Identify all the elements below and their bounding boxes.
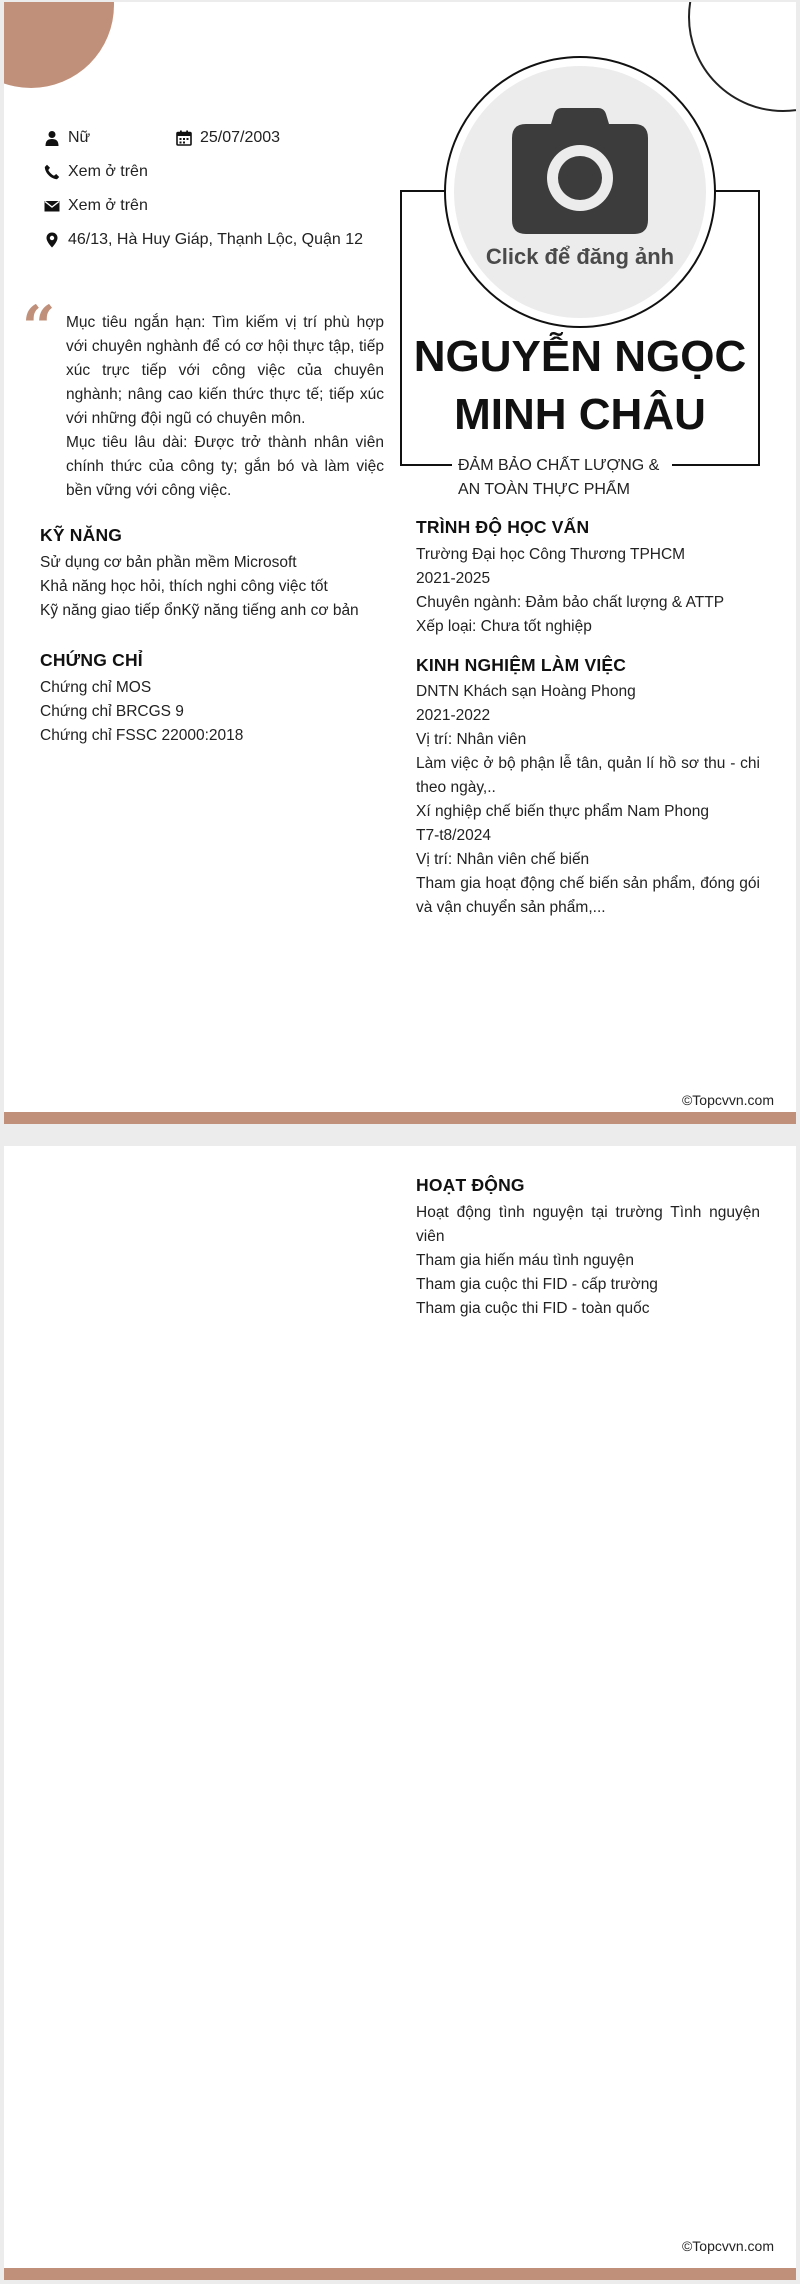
list-item: Hoạt động tình nguyện tại trường Tình nguyện viên	[416, 1204, 760, 1245]
career-objective	[66, 311, 384, 503]
phone-info	[44, 163, 148, 181]
list-item: Trường Đại học Công Thương TPHCM	[416, 546, 686, 563]
calendar-icon	[176, 130, 192, 146]
footer-bar	[4, 2268, 796, 2280]
skills-title: KỸ NĂNG	[40, 525, 123, 545]
candidate-name	[400, 328, 760, 444]
footer-watermark: ©Topcvvn.com	[681, 1092, 774, 1108]
certificates-list	[40, 676, 243, 748]
activities-list	[416, 1201, 760, 1321]
avatar-upload[interactable]	[444, 56, 716, 328]
birthday-value: 25/07/2003	[200, 129, 281, 146]
list-item: Chứng chỉ MOS	[40, 679, 152, 696]
gender-value: Nữ	[68, 129, 91, 146]
email-value: Xem ở trên	[68, 197, 148, 214]
footer-bar	[4, 1112, 796, 1124]
gender-info	[44, 129, 90, 147]
envelope-icon	[44, 198, 60, 214]
decorative-circle-outline	[688, 2, 796, 112]
phone-icon	[44, 164, 60, 180]
name-line-1: NGUYỄN NGỌC	[413, 332, 747, 381]
list-item: T7-t8/2024	[416, 827, 491, 844]
education-title: TRÌNH ĐỘ HỌC VẤN	[416, 517, 590, 537]
job-position: ĐẢM BẢO CHẤT LƯỢNG & AN TOÀN THỰC PHẨM	[452, 454, 672, 502]
name-line-2: MINH CHÂU	[454, 390, 706, 439]
birthday-info	[176, 129, 280, 147]
list-item: Vị trí: Nhân viên chế biến	[416, 851, 590, 868]
certificates-title: CHỨNG CHỈ	[40, 650, 143, 670]
list-item: Vị trí: Nhân viên	[416, 731, 527, 748]
objective-short-term: Mục tiêu ngắn hạn: Tìm kiếm vị trí phù hợp với chuyên nghành để có cơ hội thực tập, tiếp xúc trực tiếp với công việc của chuyên nghành; nâng cao kiến thức thực tế; tiếp xúc với những đội ngũ có chuyên môn.	[66, 314, 384, 427]
list-item: 2021-2025	[416, 570, 491, 587]
camera-icon	[512, 108, 648, 234]
skills-list	[40, 551, 359, 623]
list-item: DNTN Khách sạn Hoàng Phong	[416, 683, 636, 700]
list-item: Chứng chỉ FSSC 22000:2018	[40, 727, 244, 744]
list-item: Tham gia cuộc thi FID - cấp trường	[416, 1276, 658, 1293]
list-item: Xếp loại: Chưa tốt nghiệp	[416, 618, 592, 635]
list-item: Khả năng học hỏi, thích nghi công việc tốt	[40, 578, 328, 595]
activities-title: HOẠT ĐỘNG	[416, 1175, 525, 1195]
education-list	[416, 543, 760, 639]
list-item: Chuyên ngành: Đảm bảo chất lượng & ATTP	[416, 594, 725, 611]
list-item: Xí nghiệp chế biến thực phẩm Nam Phong	[416, 803, 710, 820]
experience-title: KINH NGHIỆM LÀM VIỆC	[416, 655, 627, 675]
list-item: Làm việc ở bộ phận lễ tân, quản lí hồ sơ thu - chi theo ngày,..	[416, 755, 760, 796]
decorative-circle-accent	[4, 2, 114, 88]
objective-long-term: Mục tiêu lâu dài: Được trở thành nhân viên chính thức của công ty; gắn bó và làm việc bền vững với công việc.	[66, 434, 384, 499]
person-icon	[44, 130, 60, 146]
email-info	[44, 197, 148, 215]
avatar-caption: Click để đăng ảnh	[485, 244, 675, 269]
list-item: Tham gia cuộc thi FID - toàn quốc	[416, 1300, 650, 1317]
cv-page-2	[4, 1146, 796, 2280]
quote-icon: “	[22, 293, 56, 361]
phone-value: Xem ở trên	[68, 163, 148, 180]
cv-page-1	[4, 2, 796, 1124]
list-item: Chứng chỉ BRCGS 9	[40, 703, 184, 720]
list-item: Tham gia hoạt động chế biến sản phẩm, đóng gói và vận chuyển sản phẩm,...	[416, 875, 760, 916]
location-pin-icon	[44, 232, 60, 248]
list-item: 2021-2022	[416, 707, 491, 724]
experience-list	[416, 680, 760, 920]
footer-watermark: ©Topcvvn.com	[681, 2238, 774, 2254]
address-value: 46/13, Hà Huy Giáp, Thạnh Lộc, Quận 12	[68, 231, 364, 248]
list-item: Sử dụng cơ bản phần mềm Microsoft	[40, 554, 297, 571]
address-info	[44, 231, 363, 249]
list-item: Tham gia hiến máu tình nguyện	[416, 1252, 634, 1269]
list-item: Kỹ năng giao tiếp ổnKỹ năng tiếng anh cơ bản	[40, 602, 359, 619]
